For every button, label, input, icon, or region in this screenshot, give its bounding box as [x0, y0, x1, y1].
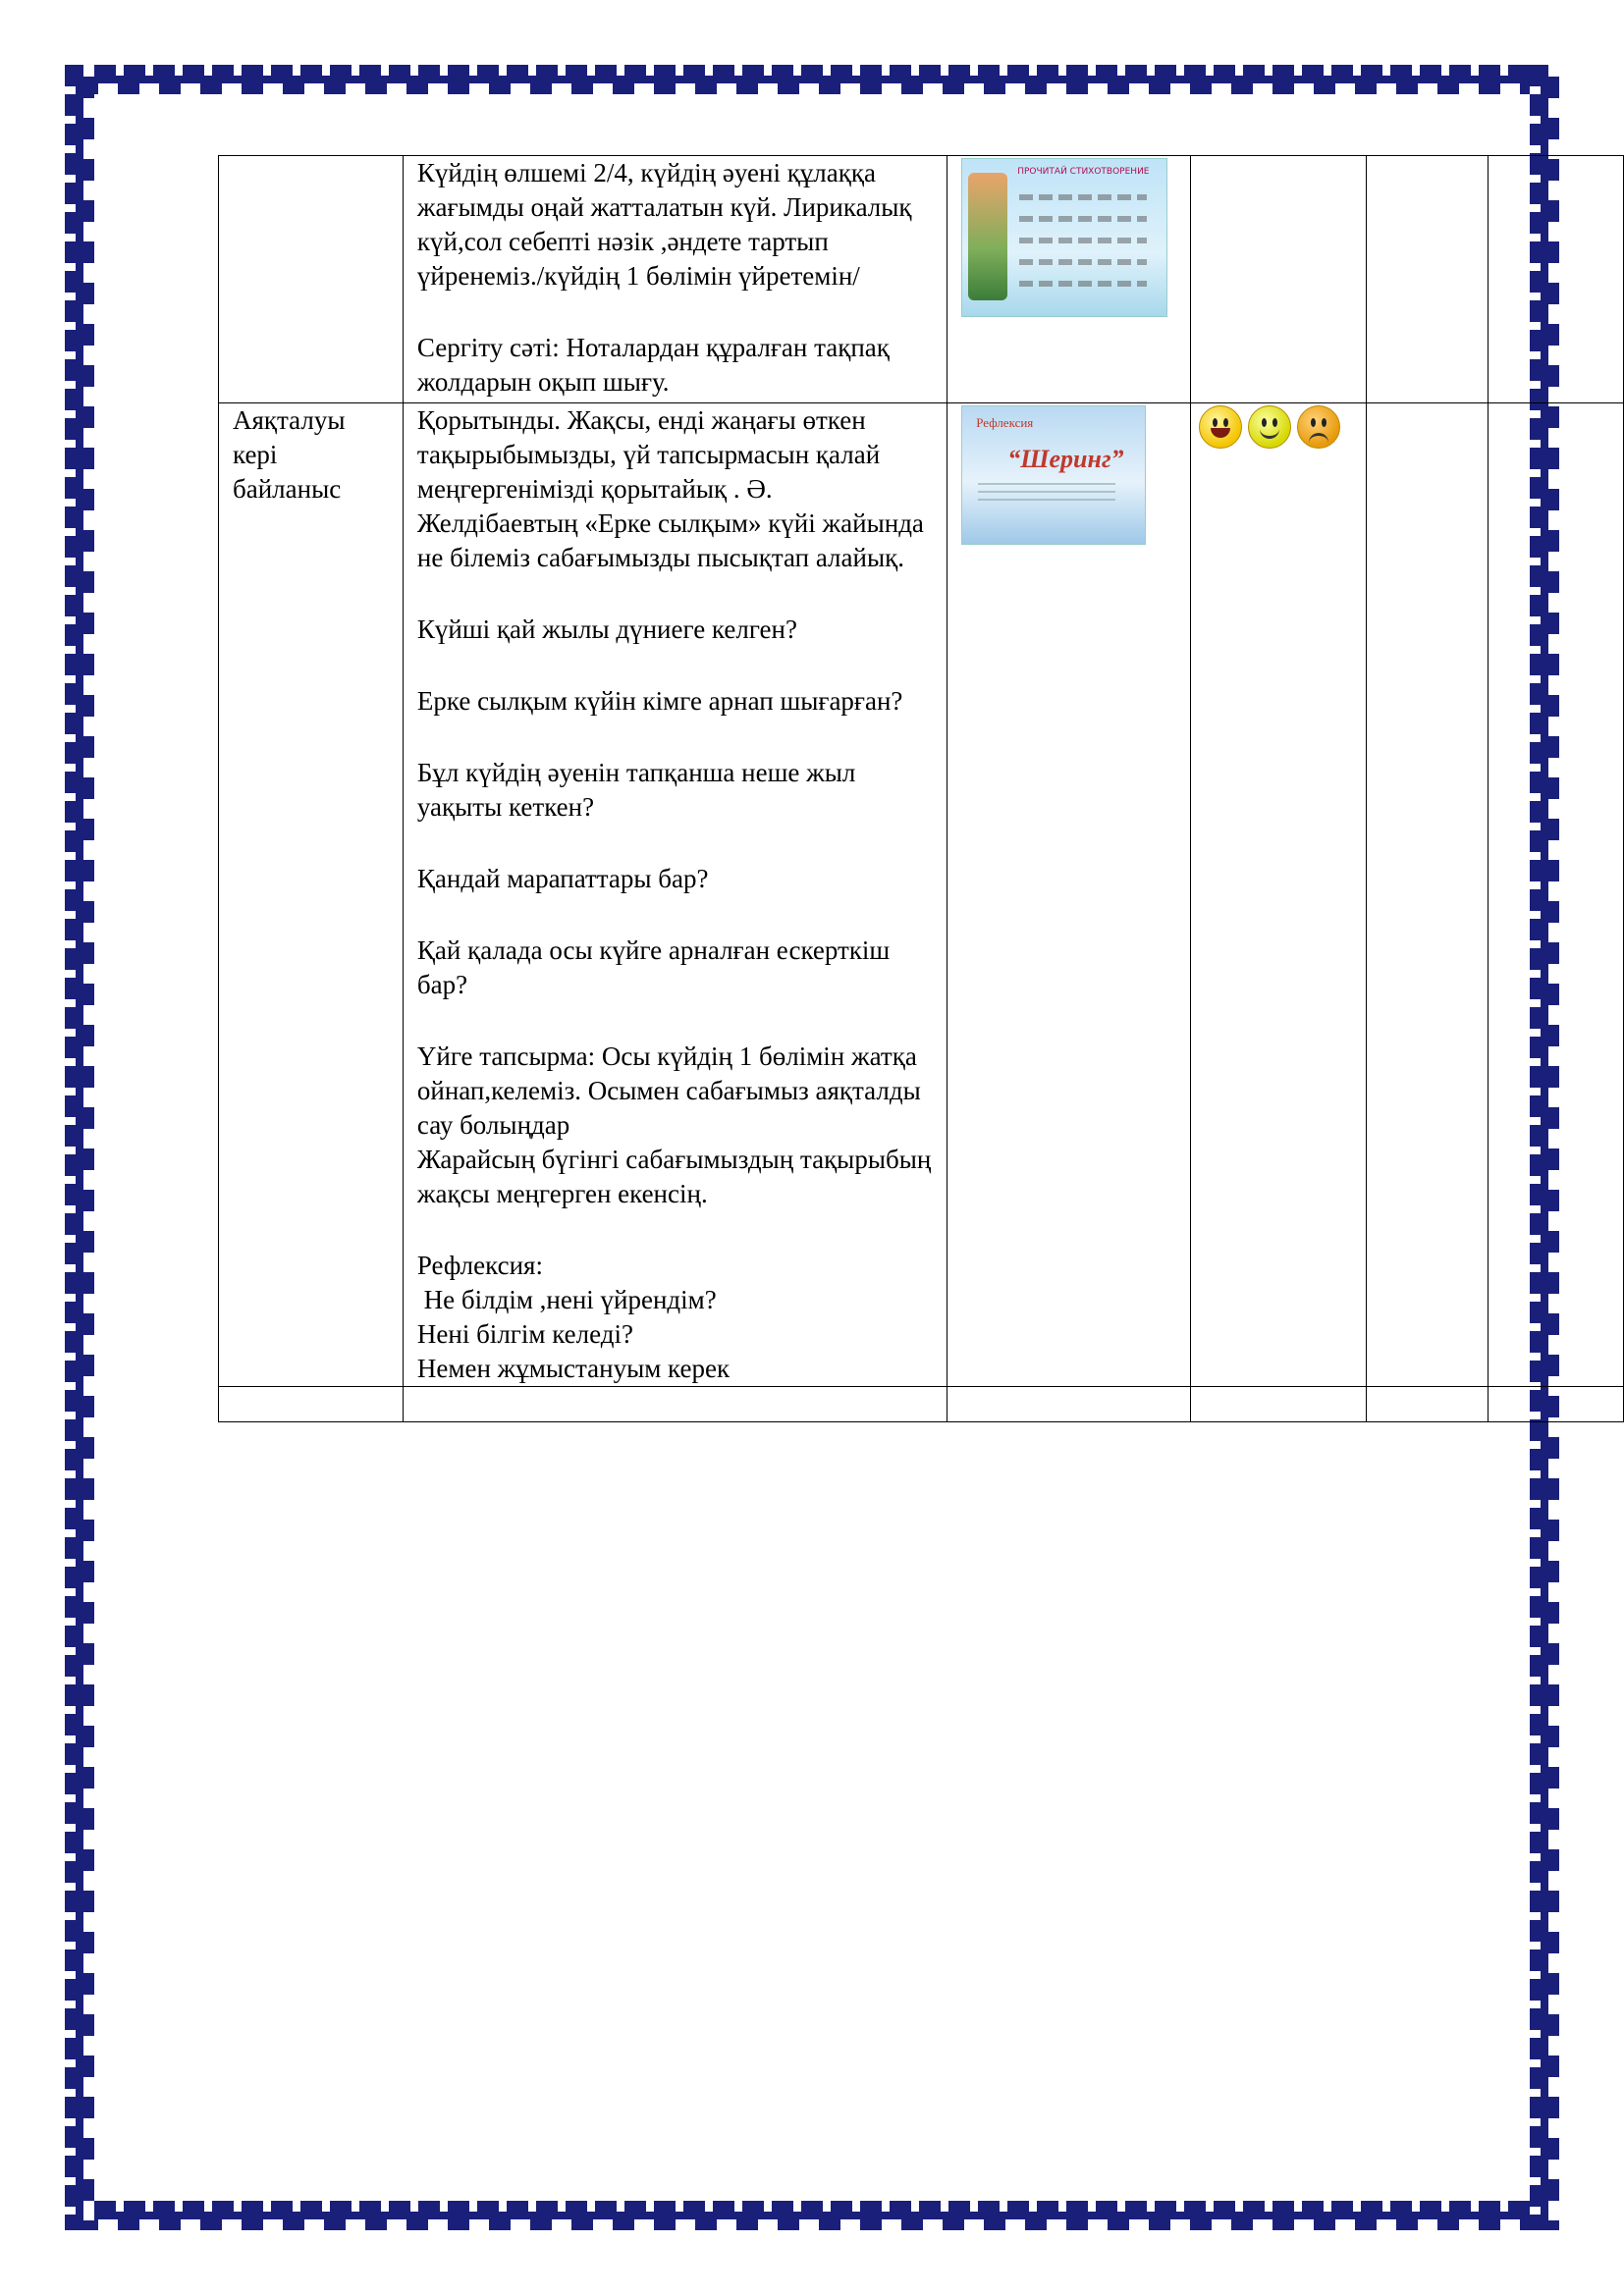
empty-cell	[1367, 403, 1488, 1387]
paragraph: Қорытынды. Жақсы, енді жаңағы өткен тақырыбымызды, үй тапсырмасын қалай меңгергеніміздi қорытайық . Ә. Желдібаевтың «Ерке сылқым» күйі жайында не білеміз сабағымызды пысықтап алайық.	[416, 405, 924, 572]
table-row	[219, 156, 1624, 403]
page-border-left	[65, 65, 94, 2230]
empty-cell	[1367, 156, 1488, 403]
smile-smiley-icon	[1248, 405, 1291, 449]
stage-cell	[219, 156, 404, 403]
resource-cell	[947, 156, 1191, 403]
poem-slide-image: ПРОЧИТАЙ СТИХОТВОРЕНИЕ	[961, 158, 1167, 317]
paragraph: Не білдім ,нені үйрендім?	[416, 1285, 717, 1314]
paragraph: Күйдің өлшемі 2/4, күйдің әуені құлаққа жағымды оңай жатталатын күй. Лирикалық күй,сол себепті нәзік ,әндете тартып үйренеміз./күйдің 1 бөлімін үйретемін/	[416, 158, 912, 291]
page-border-top	[65, 65, 1559, 94]
paragraph: Күйші қай жылы дүниеге келген?	[416, 614, 797, 644]
paragraph: Нені білгім келеді?	[416, 1319, 633, 1349]
empty-cell	[947, 1387, 1191, 1422]
content-cell	[403, 156, 947, 403]
empty-cell	[1367, 1387, 1488, 1422]
paragraph: Бұл күйдің әуенін тапқанша неше жыл уақыты кеткен?	[416, 758, 856, 822]
smiley-row	[1199, 403, 1352, 449]
illustration-icon	[968, 173, 1007, 300]
sad-smiley-icon	[1297, 405, 1340, 449]
empty-cell	[1488, 156, 1623, 403]
table-row	[219, 403, 1624, 1387]
empty-cell	[1488, 403, 1623, 1387]
resource-cell	[947, 403, 1191, 1387]
table-row	[219, 1387, 1624, 1422]
paragraph: Немен жұмыстануым керек	[416, 1354, 731, 1383]
lesson-plan-table	[218, 155, 1624, 1422]
empty-cell	[1190, 1387, 1366, 1422]
assessment-cell	[1190, 403, 1366, 1387]
stage-cell: Аяқталуы кері байланыс	[219, 403, 404, 1387]
paragraph: Қай қалада осы күйге арналған ескерткіш бар?	[416, 935, 891, 999]
paragraph: Қандай марапаттары бар?	[416, 864, 709, 893]
paragraph: Сергіту сәті: Ноталардан құралған тақпақ жолдарын оқып шығу.	[416, 333, 890, 397]
paragraph: Үйге тапсырма: Осы күйдің 1 бөлімін жатқа ойнап,келеміз. Осымен сабағымыз аяқталды сау болыңдар	[416, 1041, 921, 1140]
paragraph: Рефлексия:	[416, 1251, 543, 1280]
happy-smiley-icon	[1199, 405, 1242, 449]
paragraph: Жарайсың бүгінгі сабағымыздың тақырыбың жақсы меңгерген екенсің.	[416, 1145, 932, 1208]
assessment-cell	[1190, 156, 1366, 403]
reflection-slide-image: Рефлексия “Шеринг”	[961, 405, 1146, 545]
empty-cell	[219, 1387, 404, 1422]
empty-cell	[1488, 1387, 1623, 1422]
empty-cell	[403, 1387, 947, 1422]
paragraph: Ерке сылқым күйін кімге арнап шығарған?	[416, 686, 903, 716]
content-cell	[403, 403, 947, 1387]
page-border-bottom	[65, 2201, 1559, 2230]
